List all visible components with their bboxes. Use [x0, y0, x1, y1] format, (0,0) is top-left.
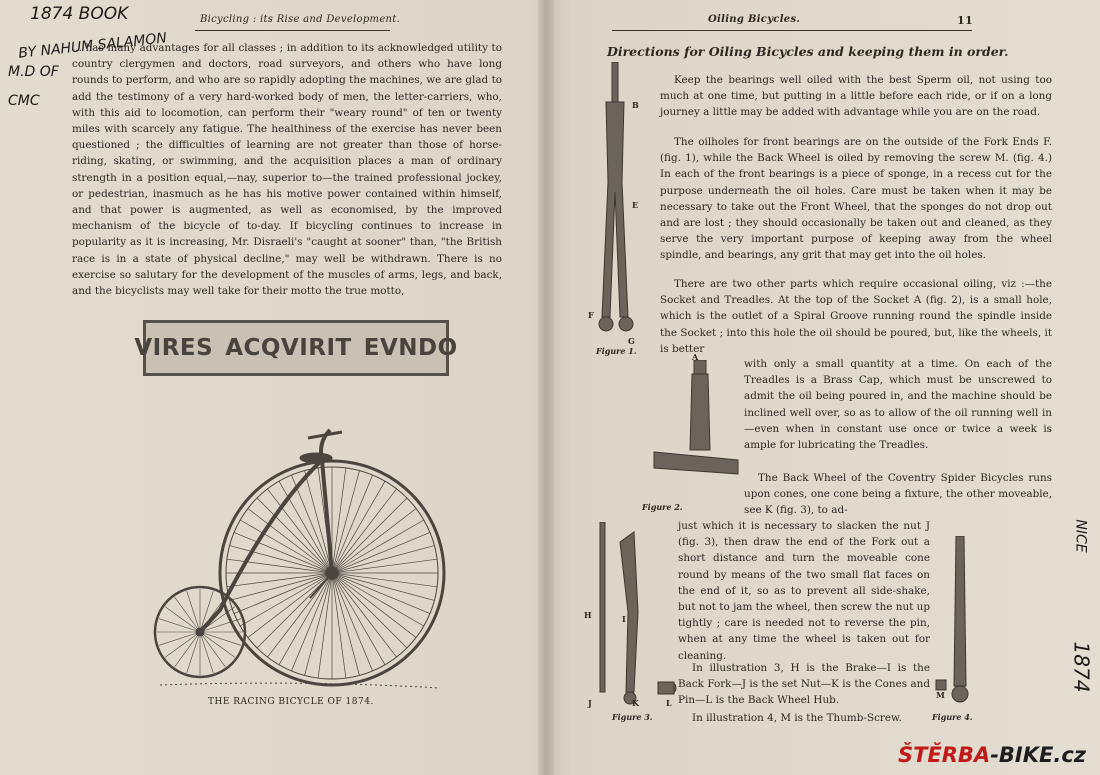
handwritten-note-line3: M.D OF [8, 64, 59, 80]
motto-word-3: EVNDO [363, 335, 458, 361]
fig1-label-f: F [588, 310, 594, 320]
wheel-spoke [332, 573, 359, 675]
fig3-label-j: J [588, 698, 592, 708]
wheel-spoke [200, 632, 225, 667]
left-page [0, 0, 540, 775]
paragraph-2: The oilholes for front bearings are on the outside of the Fork Ends F. (fig. 1), while the Back Wheel is oiled by removing the screw M. (fig. 4.) In each of the front bearings is a piece of sponge, in a recess cut for the purpose underneath the oil holes. Care must be taken when it may be necessary to take out the Front Wheel, that the sponges do not drop out and are lost ; they should occasionally be taken out and cleaned, as they serve the very important purpose of keeping away from the wheel spindle, and bearings, any grit that may get into the oil holes. [660, 136, 1052, 262]
wheel-spoke [234, 532, 332, 573]
wheel-spoke [332, 573, 407, 648]
figure-3-caption: Figure 3. [612, 712, 653, 722]
margin-note-1: NICE [1072, 519, 1089, 553]
figure-2-socket [650, 360, 742, 490]
wheel-spoke [332, 546, 434, 573]
left-page-body: ... has many advantages for all classes ; in addition to its acknowledged utility to country clergymen and doctors, road surveyors, and others who have long rounds to perform, and who are so rapidly adopting the machines, we are glad to add the testimony of a very hard-worked body of men, the letter-carriers, who, with this aid to locomotion, can perform their "weary round" of ten or twenty miles with scarcely any fatigue. The healthiness of the exercise has never been questioned ; the difficulties of learning are not greater than those of horse-riding, skating, or swimming, and the acquisition places a man of ordinary strength in a position equal,—nay, superior to—the trained professional jockey, or pedestrian, inasmuch as he has his motive power contained within himself, and that power is augmented, as well as economised, by the improved mechanism of the bicycle of to-day. If bicycling continues to increase in popularity as it is increasing, Mr. Disraeli's "caught at sooner" than, "the British race is in a state of physical decline," may well be withdrawn. There is no exercise so salutary for the development of the muscles of arms, legs, and back, and the bicyclists may well take for their motto the true motto, [72, 42, 502, 298]
margin-note-2: 1874 [1069, 641, 1094, 693]
wheel-spoke [279, 573, 332, 665]
wheel-spoke [332, 475, 373, 573]
figure-2-caption: Figure 2. [642, 502, 683, 512]
wheel-spoke [234, 573, 332, 614]
wheel-spoke [332, 481, 385, 573]
wheel-spoke [332, 573, 430, 614]
fig3-label-l: L [666, 698, 672, 708]
figure-4-back-fork [930, 536, 990, 706]
paragraph-1: Keep the bearings well oiled with the best Sperm oil, not using too much at one time, but putting in a little before each ride, or if on a long journey a little may be added with advantage while you are on the road. [660, 74, 1052, 119]
motto-word-1: VIRES [134, 335, 214, 361]
wheel-spoke [257, 573, 332, 648]
paragraph-4a: The Back Wheel of the Coventry Spider Bicycles runs upon cones, one cone being a fixture, the other moveable, see K (fig. 3), to ad- [744, 472, 1052, 517]
wheel-spoke [159, 619, 200, 632]
watermark-brand: ŠTĚRBA [897, 743, 991, 767]
wheel-spoke [159, 632, 200, 645]
right-running-head: Oiling Bicycles. [708, 14, 801, 25]
racing-bicycle-caption: THE RACING BICYCLE OF 1874. [208, 697, 374, 707]
fig1-label-b: B [632, 100, 639, 110]
wheel-spoke [200, 632, 241, 645]
wheel-spoke [230, 546, 332, 573]
wheel-spoke [332, 498, 407, 573]
wheel-spoke [291, 573, 332, 671]
handwritten-note-line1: 1874 BOOK [30, 4, 129, 24]
fig3-label-h: H [584, 610, 592, 620]
wheel-spoke [230, 573, 332, 600]
paragraph-3a: There are two other parts which require occasional oiling, viz :—the Socket and Treadles. At the top of the Socket A (fig. 2), is a small hole, which is the outlet of a Spiral Groove running round the spindle inside the Socket ; into this hole the oil should be poured, but, like the wheels, it is better [660, 278, 1052, 355]
section-title: Directions for Oiling Bicycles and keeping them in order. [607, 44, 1009, 59]
fig4-label-m: M [936, 690, 945, 700]
left-running-head: Bicycling : its Rise and Development. [200, 14, 401, 25]
wheel-spoke [175, 597, 200, 632]
right-header-rule [612, 30, 972, 31]
wheel-spoke [332, 573, 385, 665]
handwritten-note-line4: CMC [8, 93, 40, 109]
figure-1-caption: Figure 1. [596, 346, 637, 356]
wheel-spoke [332, 573, 434, 600]
wheel-spoke [240, 573, 332, 626]
wheel-spoke [165, 607, 200, 632]
wheel-spoke [200, 632, 213, 673]
wheel-spoke [332, 573, 373, 671]
paragraph-6: In illustration 4, M is the Thumb-Screw. [692, 712, 902, 724]
handwritten-note-line2: BY NAHUM SALAMON [17, 30, 168, 62]
watermark-domain: -BIKE.cz [990, 743, 1086, 767]
wheel-spoke [187, 632, 200, 673]
figure-4-caption: Figure 4. [932, 712, 973, 722]
right-page [552, 0, 1100, 775]
fig1-label-g: G [628, 336, 635, 346]
fig3-label-i: I [622, 614, 626, 624]
wheel-spoke [200, 632, 235, 657]
wheel-spoke [332, 573, 424, 626]
wheel-spoke [332, 532, 430, 573]
wheel-spoke [257, 498, 332, 573]
paragraph-5: In illustration 3, H is the Brake—I is the Back Fork—J is the set Nut—K is the Cones and Pin—L is the Back Wheel Hub. [678, 662, 930, 707]
wheel-spoke [165, 632, 200, 657]
motto-stamp [134, 320, 458, 376]
site-watermark [898, 743, 1086, 767]
fig1-label-e: E [632, 200, 639, 210]
wheel-spoke [175, 632, 200, 667]
fig3-label-k: K [632, 698, 639, 708]
wheel-spoke [332, 471, 359, 573]
wheel-spoke [332, 520, 424, 573]
left-header-rule [195, 30, 390, 31]
paragraph-3b: with only a small quantity at a time. On each of the Treadles is a Brass Cap, which must be unscrewed to admit the oil being poured in, and the machine should be inclined well over, so as to allow of the oil running well in—even when in constant use once or twice a week is ample for lubricating the Treadles. [744, 358, 1052, 452]
wheel-spoke [187, 591, 200, 632]
figure-3-back-fork [590, 522, 690, 712]
fig2-label-a: A [692, 352, 699, 362]
paragraph-4b: just which it is necessary to slacken the nut J (fig. 3), then draw the end of the Fork out a short distance and turn the moveable cone round by means of the two small flat faces on the end of it, so as to prevent all side-shake, but not to jam the wheel, then screw the nut up tightly ; care is needed not to reverse the pin, when at any time the wheel is taken out for cleaning. [678, 520, 930, 662]
page-number: 11 [957, 14, 973, 27]
motto-word-2: ACQVIRIT [225, 335, 352, 361]
racing-bicycle-illustration [150, 420, 450, 700]
